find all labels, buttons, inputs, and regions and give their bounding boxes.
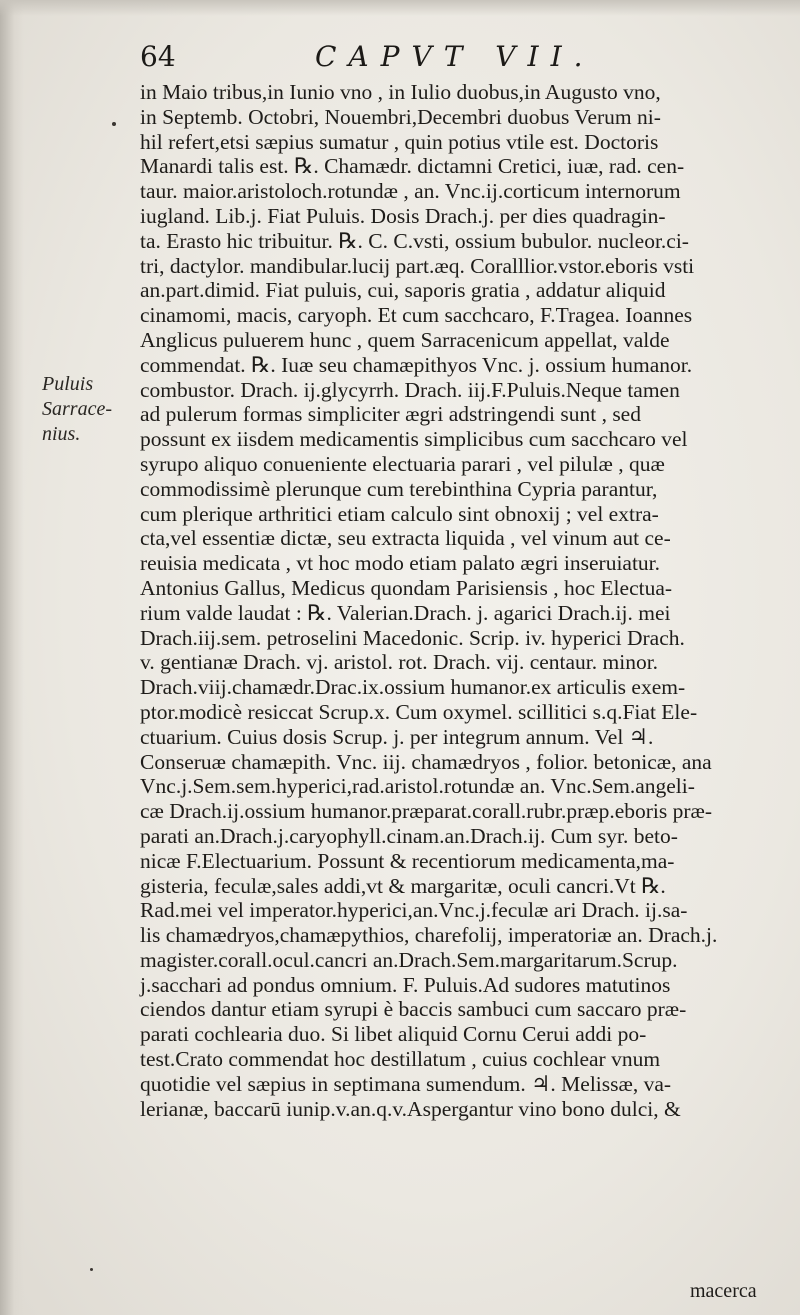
- text-line: Vnc.j.Sem.sem.hyperici,rad.aristol.rotundæ an. Vnc.Sem.angeli-: [140, 774, 695, 799]
- text-line: cum plerique arthritici etiam calculo sint obnoxij ; vel extra-: [140, 501, 659, 526]
- marginal-note-line: Sarrace-: [42, 397, 112, 420]
- text-line: commodissimè plerunque cum terebinthina Cypria parantur,: [140, 476, 658, 501]
- text-line: commendat. ℞. Iuæ seu chamæpithyos Vnc. j. ossium humanor.: [140, 352, 693, 377]
- catchword: macerca: [690, 1280, 757, 1302]
- text-line: in Septemb. Octobri, Nouembri,Decembri duobus Verum ni-: [140, 104, 661, 129]
- text-line: in Maio tribus,in Iunio vno , in Iulio duobus,in Augusto vno,: [140, 80, 661, 104]
- text-line: magister.corall.ocul.cancri an.Drach.Sem.margaritarum.Scrup.: [140, 947, 678, 972]
- text-line: Drach.viij.chamædr.Drac.ix.ossium humanor.ex articulis exem-: [140, 675, 686, 700]
- text-line: possunt ex iisdem medicamentis simplicibus cum sacchcaro vel: [140, 427, 688, 452]
- text-line: ctuarium. Cuius dosis Scrup. j. per integrum annum. Vel ♃.: [140, 724, 654, 749]
- text-line: Antonius Gallus, Medicus quondam Parisiensis , hoc Electua-: [140, 575, 673, 600]
- text-line: Drach.iij.sem. petroselini Macedonic. Scrip. iv. hyperici Drach.: [140, 625, 685, 650]
- text-line: nicæ F.Electuarium. Possunt & recentiorum medicamenta,ma-: [140, 848, 675, 873]
- text-line: an.part.dimid. Fiat puluis, cui, saporis gratia , addatur aliquid: [140, 278, 666, 303]
- text-line: taur. maior.aristoloch.rotundæ , an. Vnc.ij.corticum internorum: [140, 179, 681, 204]
- text-line: [140, 1146, 780, 1171]
- text-line: ciendos dantur etiam syrupi è baccis sambuci cum saccaro præ-: [140, 997, 687, 1022]
- text-line: cæ Drach.ij.ossium humanor.præparat.corall.rubr.præp.eboris præ-: [140, 799, 713, 824]
- text-line: [140, 1121, 780, 1146]
- text-line: quotidie vel sæpius in septimana sumendum. ♃. Melissæ, va-: [140, 1071, 672, 1096]
- text-line: gisteria, feculæ,sales addi,vt & margaritæ, oculi cancri.Vt ℞.: [140, 873, 666, 898]
- text-line: v. gentianæ Drach. vj. aristol. rot. Drach. vij. centaur. minor.: [140, 650, 659, 675]
- chapter-title: CAPVT VII.: [315, 40, 595, 73]
- marginal-note-line: Puluis: [42, 373, 94, 395]
- marginal-note: [42, 372, 134, 446]
- marginal-note-line: nius.: [42, 422, 81, 445]
- text-line: iugland. Lib.j. Fiat Puluis. Dosis Drach.j. per dies quadragin-: [140, 203, 666, 228]
- running-head: [140, 40, 780, 80]
- text-line: tri, dactylor. mandibular.lucij part.æq. Coralllior.vstor.eboris vsti: [140, 253, 695, 278]
- text-line: hil refert,etsi sæpius sumatur , quin potius vtile est. Doctoris: [140, 129, 659, 154]
- text-line: test.Crato commendat hoc destillatum , cuius cochlear vnum: [140, 1047, 661, 1072]
- text-line: cta,vel essentiæ dictæ, seu extracta liquida , vel vinum aut ce-: [140, 526, 671, 551]
- text-line: Manardi talis est. ℞. Chamædr. dictamni Cretici, iuæ, rad. cen-: [140, 154, 685, 179]
- text-line: lis chamædryos,chamæpythios, charefolij, imperatoriæ an. Drach.j.: [140, 923, 718, 948]
- text-line: Rad.mei vel imperator.hyperici,an.Vnc.j.feculæ ari Drach. ij.sa-: [140, 898, 688, 923]
- body-text: [140, 80, 780, 1171]
- text-line: reuisia medicata , vt hoc modo etiam palato ægri inseruiatur.: [140, 551, 661, 576]
- text-line: Anglicus puluerem hunc , quem Sarracenicum appellat, valde: [140, 327, 670, 352]
- text-line: combustor. Drach. ij.glycyrrh. Drach. iij.F.Puluis.Neque tamen: [140, 377, 680, 402]
- ink-speck: [112, 122, 116, 126]
- text-line: cinamomi, macis, caryoph. Et cum sacchcaro, F.Tragea. Ioannes: [140, 303, 693, 328]
- text-line: ad pulerum formas simpliciter ægri adstringendi sunt , sed: [140, 402, 641, 427]
- page-number: 64: [140, 40, 176, 73]
- top-shadow: [0, 0, 800, 16]
- text-line: ptor.modicè resiccat Scrup.x. Cum oxymel. scillitici s.q.Fiat Ele-: [140, 699, 698, 724]
- text-line: j.sacchari ad pondus omnium. F. Puluis.Ad sudores matutinos: [140, 972, 671, 997]
- text-line: rium valde laudat : ℞. Valerian.Drach. j. agarici Drach.ij. mei: [140, 600, 671, 625]
- text-line: lerianæ, baccarū iunip.v.an.q.v.Aspergantur vino bono dulci, &: [140, 1096, 681, 1121]
- text-line: Conseruæ chamæpith. Vnc. iij. chamædryos , folior. betonicæ, ana: [140, 749, 712, 774]
- text-line: syrupo aliquo conueniente electuaria parari , vel pilulæ , quæ: [140, 451, 665, 476]
- text-line: parati an.Drach.j.caryophyll.cinam.an.Drach.ij. Cum syr. beto-: [140, 823, 678, 848]
- gutter-shadow: [0, 0, 24, 1315]
- text-line: ta. Erasto hic tribuitur. ℞. C. C.vsti, ossium bubulor. nucleor.ci-: [140, 228, 689, 253]
- text-line: parati cochlearia duo. Si libet aliquid Cornu Cerui addi po-: [140, 1022, 647, 1047]
- ink-speck: [90, 1268, 93, 1271]
